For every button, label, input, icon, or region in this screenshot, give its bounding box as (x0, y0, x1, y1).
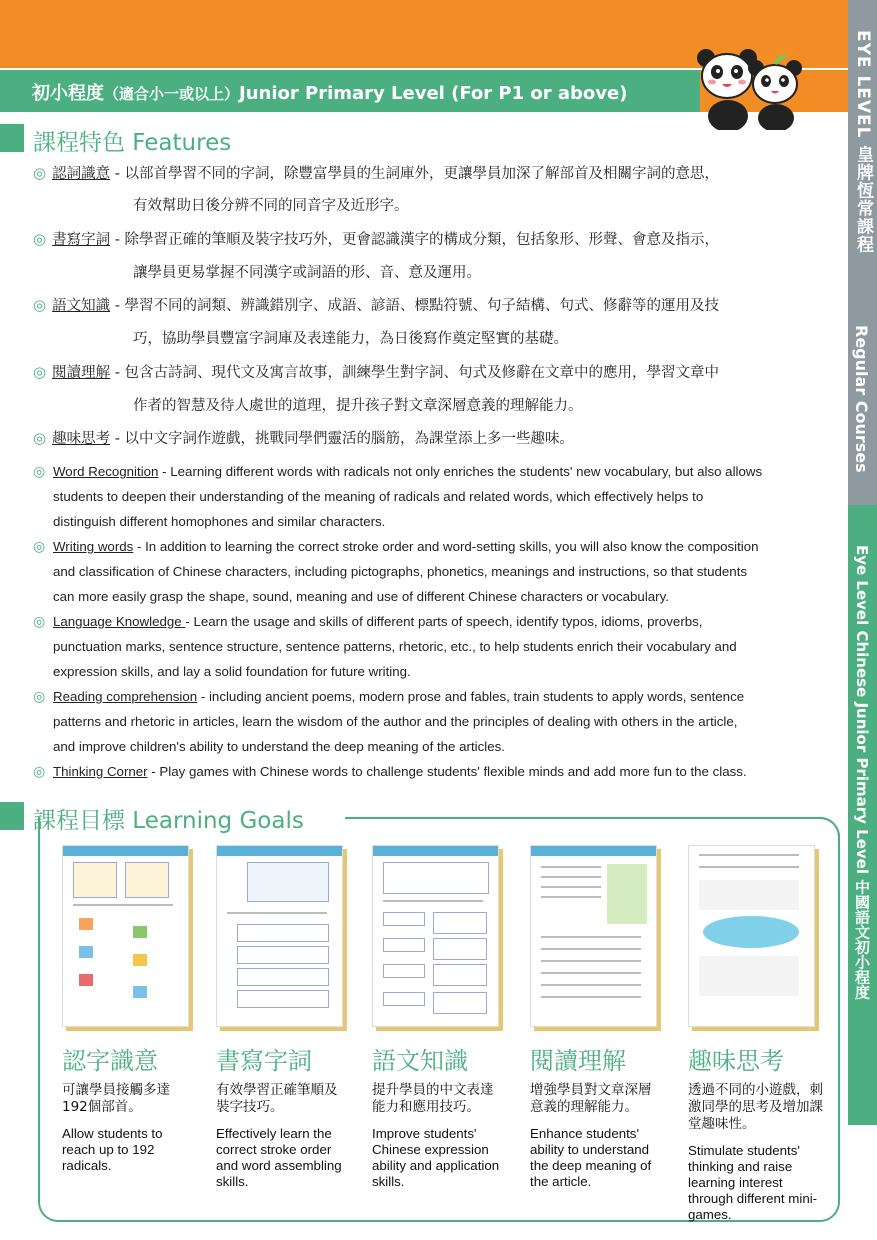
goals-title: 課程目標 Learning Goals (33, 808, 304, 834)
feature-zh-3: ◎ 語文知識 - 學習不同的詞類、辨識錯別字、成語、諺語、標點符號、句子結構、句式、修辭等的運用及技 (33, 296, 720, 314)
goal-desc-zh: 有效學習正確筆順及裝字技巧。 (216, 1082, 338, 1115)
bullet-icon: ◎ (33, 763, 46, 779)
feature-en-2: ◎ Writing words - In addition to learning the correct stroke order and word-setting skills, you will also know the composition and classification of Chinese characters, including pictographs, phonetics, meanings and instructions, so that students can more easily grasp the shape, sound, meaning and use of different Chinese characters or vocabulary. (33, 534, 823, 609)
worksheet-thumbnail (688, 845, 815, 1027)
goal-title: 趣味思考 (688, 1047, 784, 1075)
bullet-icon: ◎ (33, 230, 47, 248)
features-title: 課程特色 Features (33, 130, 232, 156)
feature-zh-2: ◎ 書寫字詞 - 除學習正確的筆順及裝字技巧外，更會認識漢字的構成分類，包括象形、形聲、會意及指示， (33, 230, 720, 248)
goal-desc-en: Allow students to reach up to 192 radicals. (62, 1126, 163, 1173)
sidebar-brand: EYE LEVEL 皇牌恆常課程 (853, 30, 873, 254)
bullet-icon: ◎ (33, 463, 46, 479)
goal-card-1 (62, 845, 207, 1174)
goal-card-5 (688, 845, 833, 1223)
feature-en-3: ◎ Language Knowledge - Learn the usage and skills of different parts of speech, identify typos, idioms, proverbs, punctuation marks, sentence structure, sentence patterns, rhetoric, etc., to help students enrich their vocabulary and expression skills, and lay a solid foundation for future writing. (33, 609, 823, 684)
goal-card-2 (216, 845, 361, 1190)
worksheet-thumbnail (216, 845, 343, 1027)
goal-card-4 (530, 845, 675, 1190)
bullet-icon: ◎ (33, 688, 46, 704)
bullet-icon: ◎ (33, 296, 47, 314)
goal-desc-zh: 增強學員對文章深層意義的理解能力。 (530, 1082, 652, 1115)
sidebar-course: Eye Level Chinese Junior Primary Level 中國語文初小程度 (853, 545, 871, 1000)
feature-en-1: ◎ Word Recognition - Learning different words with radicals not only enriches the students' new vocabulary, but also allows students to deepen their understanding of the meaning of radicals and related words, which effectively helps to distinguish different homophones and similar characters. (33, 459, 823, 534)
goal-desc-en: Enhance students' ability to understand the deep meaning of the article. (530, 1126, 652, 1189)
feature-zh-4: ◎ 閱讀理解 - 包含古詩詞、現代文及寓言故事，訓練學生對字詞、句式及修辭在文章中的應用，學習文章中 (33, 363, 720, 381)
goal-title: 語文知識 (372, 1047, 468, 1075)
goal-desc-en: Improve students' Chinese expression ability and application skills. (372, 1126, 500, 1189)
goal-desc-zh: 提升學員的中文表達能力和應用技巧。 (372, 1082, 494, 1115)
sidebar-category: Regular Courses (852, 325, 871, 473)
bullet-icon: ◎ (33, 538, 46, 554)
feature-en-5: ◎ Thinking Corner - Play games with Chinese words to challenge students' flexible minds and add more fun to the class. (33, 759, 823, 784)
bullet-icon: ◎ (33, 429, 47, 447)
goal-card-3 (372, 845, 517, 1190)
feature-zh-1: ◎ 認詞識意 - 以部首學習不同的字詞，除豐富學員的生詞庫外，更讓學員加深了解部首及相關字詞的意思， (33, 164, 720, 182)
goal-title: 認字識意 (62, 1047, 158, 1075)
worksheet-thumbnail (530, 845, 657, 1027)
feature-en-4: ◎ Reading comprehension - including ancient poems, modern prose and fables, train students to apply words, sentence patterns and rhetoric in articles, learn the wisdom of the author and the principles of dealing with others in the article, and improve children's ability to understand the deep meaning of the articles. (33, 684, 823, 759)
bullet-icon: ◎ (33, 613, 46, 629)
bullet-icon: ◎ (33, 164, 47, 182)
feature-zh-5: ◎ 趣味思考 - 以中文字詞作遊戲，挑戰同學們靈活的腦筋，為課堂添上多一些趣味。 (33, 429, 575, 447)
goal-desc-zh: 可讓學員接觸多達192個部首。 (62, 1082, 170, 1115)
goal-title: 閱讀理解 (530, 1047, 626, 1075)
goal-title: 書寫字詞 (216, 1047, 312, 1075)
goal-desc-zh: 透過不同的小遊戲，刺激同學的思考及增加課堂趣味性。 (688, 1082, 823, 1132)
panda-mascot-icon (690, 38, 810, 130)
goal-desc-en: Effectively learn the correct stroke order and word assembling skills. (216, 1126, 342, 1189)
level-title: 初小程度（適合小一或以上）Junior Primary Level (For P1 or above) (32, 83, 628, 104)
goal-desc-en: Stimulate students' thinking and raise learning interest through different mini-games. (688, 1143, 818, 1222)
bullet-icon: ◎ (33, 363, 47, 381)
worksheet-thumbnail (372, 845, 499, 1027)
worksheet-thumbnail (62, 845, 189, 1027)
